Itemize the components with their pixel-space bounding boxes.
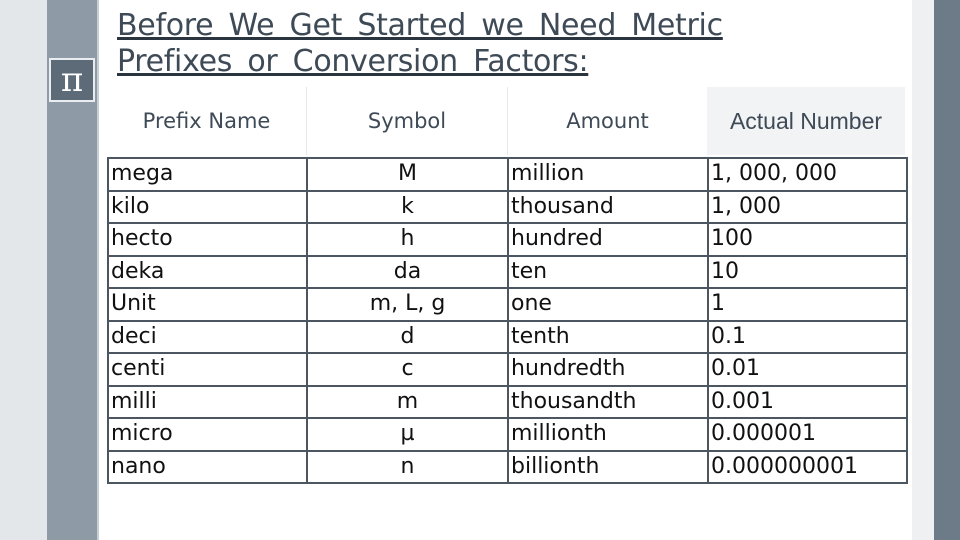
number-cell: 10 [708,256,907,289]
amount-cell: one [508,288,708,321]
table-row [108,256,907,289]
left-decor-strip [0,0,47,540]
table-row [108,353,907,386]
pi-icon: π [49,58,95,102]
prefix-cell: hecto [108,223,307,256]
number-cell: 0.001 [708,386,907,419]
table-row [108,158,907,191]
prefix-cell: Unit [108,288,307,321]
table-row [108,288,907,321]
number-cell: 1, 000 [708,191,907,224]
number-cell: 1, 000, 000 [708,158,907,191]
symbol-cell: µ [307,418,508,451]
amount-cell: tenth [508,321,708,354]
table-row [108,321,907,354]
symbol-cell: c [307,353,508,386]
prefix-cell: deka [108,256,307,289]
right-decor-strip [912,0,934,540]
amount-cell: thousandth [508,386,708,419]
symbol-cell: d [307,321,508,354]
symbol-cell: m, L, g [307,288,508,321]
number-cell: 0.000000001 [708,451,907,484]
prefix-cell: mega [108,158,307,191]
symbol-cell: n [307,451,508,484]
right-decor-band [934,0,960,540]
number-cell: 1 [708,288,907,321]
number-cell: 0.1 [708,321,907,354]
symbol-cell: k [307,191,508,224]
prefix-cell: centi [108,353,307,386]
slide-title: Before We Get Started we Need Metric Prefixes or Conversion Factors: [117,8,723,79]
prefix-cell: milli [108,386,307,419]
table-header [107,87,905,155]
symbol-cell: M [307,158,508,191]
header-actual-number: Actual Number [707,87,905,155]
header-amount: Amount [507,87,707,155]
metric-prefix-table [107,157,908,484]
table-row [108,386,907,419]
number-cell: 0.000001 [708,418,907,451]
table-row [108,451,907,484]
table-row [108,418,907,451]
number-cell: 0.01 [708,353,907,386]
header-symbol: Symbol [306,87,507,155]
symbol-cell: da [307,256,508,289]
amount-cell: hundred [508,223,708,256]
prefix-cell: nano [108,451,307,484]
amount-cell: hundredth [508,353,708,386]
number-cell: 100 [708,223,907,256]
amount-cell: millionth [508,418,708,451]
prefix-cell: micro [108,418,307,451]
left-divider-line [97,0,99,540]
amount-cell: ten [508,256,708,289]
amount-cell: thousand [508,191,708,224]
prefix-cell: deci [108,321,307,354]
symbol-cell: m [307,386,508,419]
prefix-cell: kilo [108,191,307,224]
symbol-cell: h [307,223,508,256]
table-row [108,191,907,224]
table-row [108,223,907,256]
amount-cell: billionth [508,451,708,484]
header-prefix-name: Prefix Name [107,87,306,155]
amount-cell: million [508,158,708,191]
